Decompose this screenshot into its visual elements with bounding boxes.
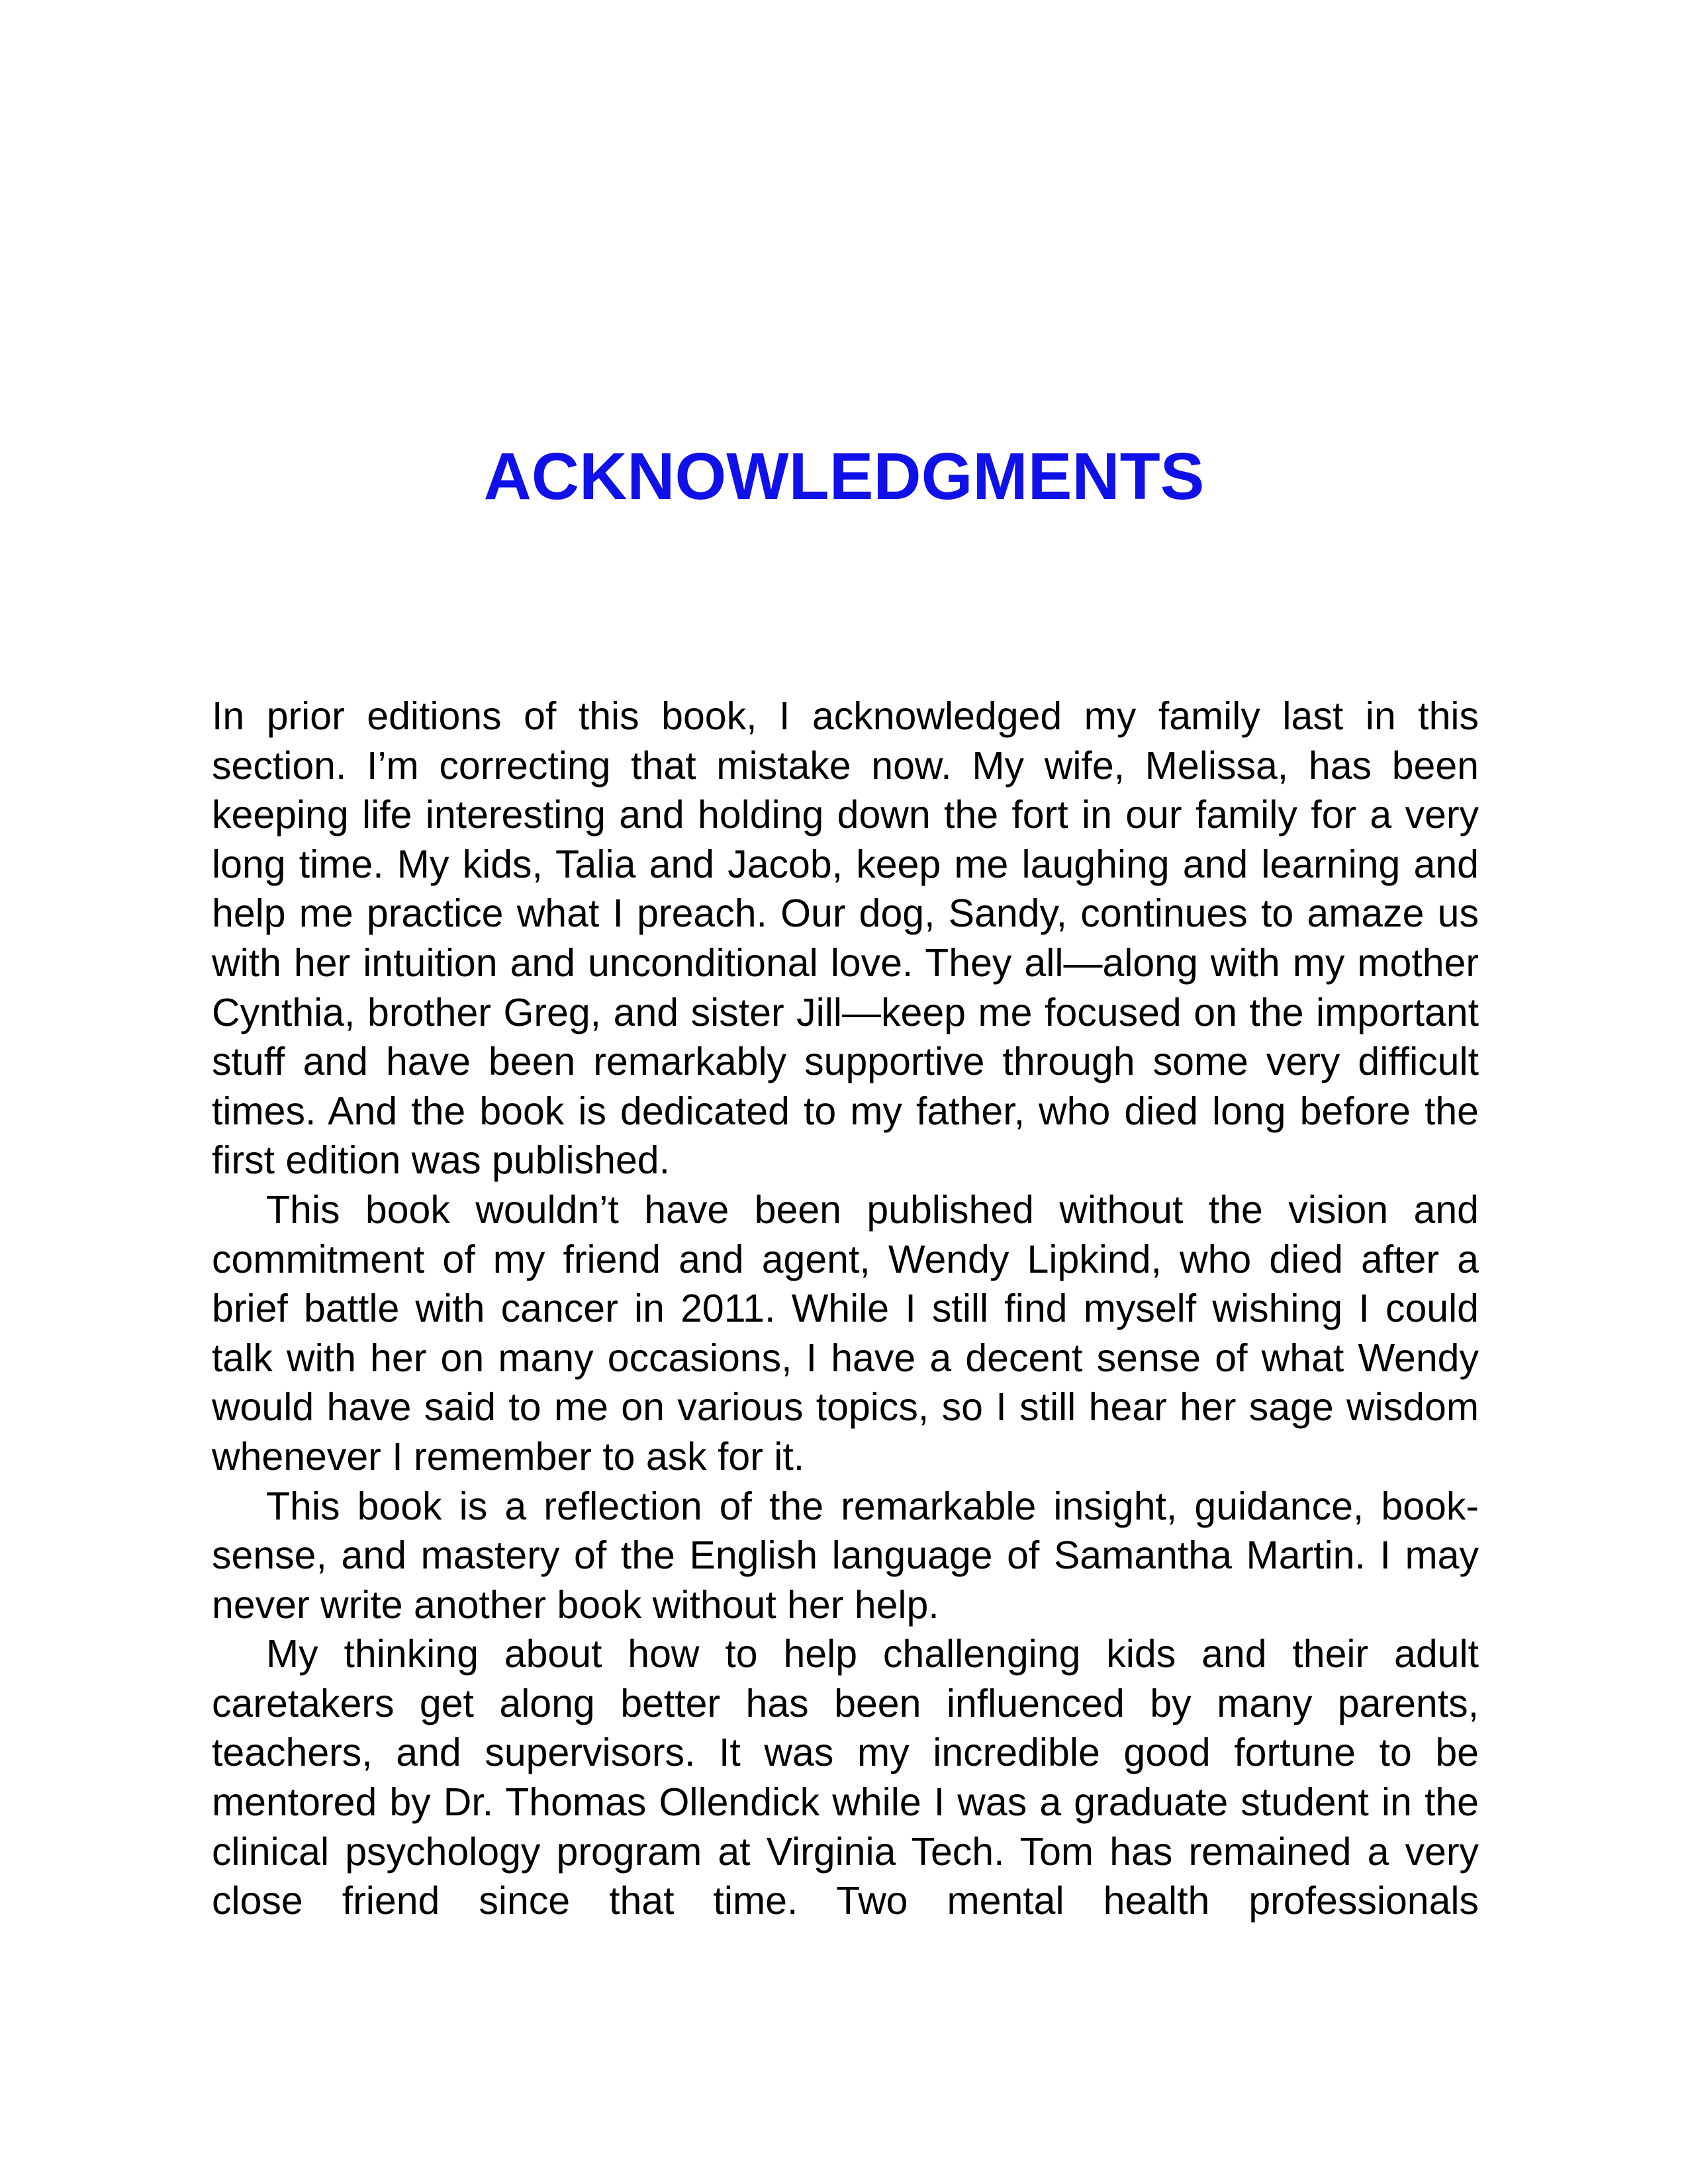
body-text: [212, 692, 1479, 1926]
paragraph-family: In prior editions of this book, I acknowledged my family last in this section. I’m correcting that mistake now. My wife, Melissa, has been keeping life interesting and holding down the fort in our family for a very long time. My kids, Talia and Jacob, keep me laughing and learning and help me practice what I preach. Our dog, Sandy, continues to amaze us with her intuition and unconditional love. They all—along with my mother Cynthia, brother Greg, and sister Jill—keep me focused on the important stuff and have been remarkably supportive through some very difficult times. And the book is dedicated to my father, who died long before the first edition was published.: [212, 694, 1479, 1183]
paragraph-mentors: My thinking about how to help challenging kids and their adult caretakers get along better has been influenced by many parents, teachers, and supervisors. It was my incredible good fortune to be mentored by Dr. Thomas Ollendick while I was a graduate student in the clinical psychology program at Virginia Tech. Tom has remained a very close friend since that time. Two mental health professionals: [212, 1632, 1479, 1923]
paragraph-editor: This book is a reflection of the remarkable insight, guidance, book-sense, and mastery of the English language of Samantha Martin. I may never write another book without her help.: [212, 1484, 1479, 1627]
page-title: ACKNOWLEDGMENTS: [483, 439, 1205, 514]
paragraph-agent: This book wouldn’t have been published without the vision and commitment of my friend and agent, Wendy Lipkind, who died after a brief battle with cancer in 2011. While I still find myself wishing I could talk with her on many occasions, I have a decent sense of what Wendy would have said to me on various topics, so I still hear her sage wisdom whenever I remember to ask for it.: [212, 1187, 1479, 1479]
